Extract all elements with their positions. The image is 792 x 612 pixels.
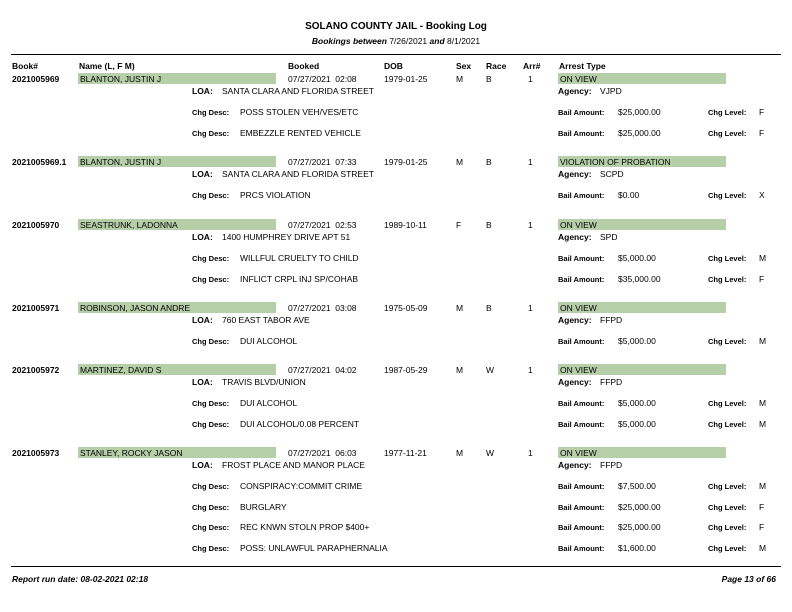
col-arr: Arr#	[523, 61, 541, 71]
charge-description: BURGLARY	[240, 501, 287, 512]
charge-description: INFLICT CRPL INJ SP/COHAB	[240, 273, 359, 284]
book-number: 2021005971	[12, 303, 60, 313]
dob: 1975-05-09	[384, 303, 428, 313]
arrest-type: ON VIEW	[560, 448, 597, 458]
arrest-number: 1	[528, 365, 533, 375]
inmate-name: STANLEY, ROCKY JASON	[80, 448, 183, 458]
report-run-date: Report run date: 08-02-2021 02:18	[12, 574, 149, 584]
agency-label: Agency:	[558, 377, 592, 387]
bail-amount: $25,000.00	[618, 107, 661, 117]
report-title: SOLANO COUNTY JAIL - Booking Log	[305, 21, 487, 32]
charge-level: F	[759, 127, 765, 138]
chg-desc-label: Chg Desc:	[192, 254, 230, 263]
chg-desc-label: Chg Desc:	[192, 399, 230, 408]
chg-level-label: Chg Level:	[708, 254, 747, 263]
loa-label: LOA:	[192, 377, 213, 387]
booked-datetime: 07/27/2021 04:02	[288, 365, 357, 375]
bail-amount-label: Bail Amount:	[558, 419, 605, 429]
bail-amount: $5,000.00	[618, 336, 656, 346]
charge-level: F	[759, 273, 765, 284]
arrest-number: 1	[528, 74, 533, 84]
agency-label: Agency:	[558, 232, 592, 242]
col-book: Book#	[12, 61, 38, 71]
race: B	[486, 74, 492, 84]
race: W	[486, 448, 495, 458]
chg-desc-label: Chg Desc:	[192, 523, 230, 532]
charge-description: POSS STOLEN VEH/VES/ETC	[240, 107, 359, 117]
dob: 1989-10-11	[384, 220, 427, 230]
loa-label: LOA:	[192, 169, 213, 179]
col-name: Name (L, F M)	[79, 61, 135, 71]
col-dob: DOB	[384, 61, 403, 71]
sex: M	[456, 365, 464, 375]
race: B	[486, 220, 492, 230]
loa-label: LOA:	[192, 460, 213, 470]
dob: 1979-01-25	[384, 157, 428, 167]
bail-amount-label: Bail Amount:	[558, 399, 605, 408]
sex: M	[456, 74, 464, 84]
charge-description: DUI ALCOHOL	[240, 398, 298, 408]
inmate-name: BLANTON, JUSTIN J	[80, 74, 162, 84]
sex: M	[456, 303, 464, 313]
bail-amount: $1,600.00	[618, 542, 656, 553]
dob: 1979-01-25	[384, 74, 428, 84]
col-sex: Sex	[456, 61, 472, 71]
end-date: 8/1/2021	[447, 36, 481, 46]
chg-desc-label: Chg Desc:	[192, 337, 230, 346]
charge-level: M	[759, 398, 767, 408]
agency-label: Agency:	[558, 86, 592, 96]
footer-rule	[11, 566, 781, 567]
inmate-name: BLANTON, JUSTIN J	[80, 157, 162, 167]
charge-description: PRCS VIOLATION	[240, 190, 311, 200]
bail-amount-label: Bail Amount:	[558, 337, 605, 346]
race: B	[486, 303, 492, 313]
bail-amount-label: Bail Amount:	[558, 191, 605, 200]
arrest-type: VIOLATION OF PROBATION	[560, 157, 671, 167]
location-of-arrest: SANTA CLARA AND FLORIDA STREET	[222, 169, 374, 179]
col-booked: Booked	[288, 61, 320, 71]
booked-datetime: 07/27/2021 02:53	[288, 220, 357, 230]
sex: M	[456, 157, 464, 167]
agency-label: Agency:	[558, 460, 592, 470]
bail-amount: $7,500.00	[618, 481, 656, 491]
chg-desc-label: Chg Desc:	[192, 502, 230, 512]
agency: FFPD	[600, 315, 623, 325]
chg-level-label: Chg Level:	[708, 191, 747, 200]
bail-amount: $5,000.00	[618, 418, 656, 429]
bail-amount-label: Bail Amount:	[558, 482, 605, 491]
subtitle-prefix: Bookings between	[311, 36, 387, 46]
charge-description: WILLFUL CRUELTY TO CHILD	[240, 253, 359, 263]
charge-level: M	[759, 542, 767, 553]
report-subtitle	[0, 36, 792, 46]
book-number: 2021005969	[12, 74, 60, 84]
agency: FFPD	[600, 377, 623, 387]
bail-amount: $5,000.00	[618, 398, 656, 408]
charge-level: X	[759, 190, 765, 200]
charge-description: DUI ALCOHOL	[240, 336, 298, 346]
subtitle-and: and	[429, 36, 445, 46]
agency: FFPD	[600, 460, 623, 470]
chg-desc-label: Chg Desc:	[192, 191, 230, 200]
chg-level-label: Chg Level:	[708, 337, 747, 346]
chg-level-label: Chg Level:	[708, 419, 747, 429]
charge-description: DUI ALCOHOL/0.08 PERCENT	[240, 418, 360, 429]
sex: M	[456, 448, 464, 458]
bail-amount: $25,000.00	[618, 501, 661, 512]
booked-datetime: 07/27/2021 02:08	[288, 74, 357, 84]
location-of-arrest: TRAVIS BLVD/UNION	[222, 377, 306, 387]
col-arrest-type: Arrest Type	[559, 61, 606, 71]
bail-amount-label: Bail Amount:	[558, 543, 605, 553]
charge-level: M	[759, 418, 767, 429]
booked-datetime: 07/27/2021 06:03	[288, 448, 357, 458]
arrest-type: ON VIEW	[560, 220, 597, 230]
booked-datetime: 07/27/2021 07:33	[288, 157, 357, 167]
arrest-number: 1	[528, 303, 533, 313]
arrest-number: 1	[528, 448, 533, 458]
location-of-arrest: FROST PLACE AND MANOR PLACE	[222, 460, 365, 470]
charge-description: CONSPIRACY:COMMIT CRIME	[240, 481, 363, 491]
sex: F	[456, 220, 462, 230]
bail-amount: $25,000.00	[618, 127, 661, 138]
bail-amount-label: Bail Amount:	[558, 274, 605, 284]
chg-level-label: Chg Level:	[708, 399, 747, 408]
bail-amount-label: Bail Amount:	[558, 254, 605, 263]
chg-level-label: Chg Level:	[708, 523, 747, 532]
loa-label: LOA:	[192, 315, 213, 325]
arrest-type: ON VIEW	[560, 303, 597, 313]
agency: VJPD	[600, 86, 622, 96]
location-of-arrest: 760 EAST TABOR AVE	[222, 315, 310, 325]
start-date: 7/26/2021	[389, 36, 428, 46]
book-number: 2021005972	[12, 365, 60, 375]
race: B	[486, 157, 492, 167]
book-number: 2021005970	[12, 220, 60, 230]
bail-amount-label: Bail Amount:	[558, 502, 605, 512]
chg-level-label: Chg Level:	[708, 108, 747, 117]
inmate-name: MARTINEZ, DAVID S	[80, 365, 162, 375]
chg-level-label: Chg Level:	[708, 482, 747, 491]
location-of-arrest: 1400 HUMPHREY DRIVE APT 51	[222, 232, 351, 242]
booked-datetime: 07/27/2021 03:08	[288, 303, 357, 313]
chg-desc-label: Chg Desc:	[192, 108, 230, 117]
chg-level-label: Chg Level:	[708, 274, 747, 284]
agency-label: Agency:	[558, 169, 592, 179]
chg-desc-label: Chg Desc:	[192, 274, 230, 284]
col-race: Race	[486, 61, 507, 71]
bail-amount-label: Bail Amount:	[558, 128, 605, 138]
arrest-number: 1	[528, 220, 533, 230]
charge-level: F	[759, 522, 765, 532]
inmate-name: SEASTRUNK, LADONNA	[80, 220, 178, 230]
charge-description: EMBEZZLE RENTED VEHICLE	[240, 127, 361, 138]
inmate-name: ROBINSON, JASON ANDRE	[80, 303, 191, 313]
location-of-arrest: SANTA CLARA AND FLORIDA STREET	[222, 86, 374, 96]
chg-level-label: Chg Level:	[708, 128, 747, 138]
chg-level-label: Chg Level:	[708, 502, 747, 512]
agency: SPD	[600, 232, 618, 242]
chg-desc-label: Chg Desc:	[192, 543, 230, 553]
chg-level-label: Chg Level:	[708, 543, 747, 553]
charge-description: REC KNWN STOLN PROP $400+	[240, 522, 370, 532]
bail-amount: $35,000.00	[618, 273, 661, 284]
arrest-type: ON VIEW	[560, 365, 597, 375]
chg-desc-label: Chg Desc:	[192, 482, 230, 491]
dob: 1987-05-29	[384, 365, 428, 375]
bail-amount: $25,000.00	[618, 522, 661, 532]
arrest-type: ON VIEW	[560, 74, 597, 84]
loa-label: LOA:	[192, 86, 213, 96]
agency-label: Agency:	[558, 315, 592, 325]
header-rule	[11, 54, 781, 55]
loa-label: LOA:	[192, 232, 213, 242]
bail-amount: $5,000.00	[618, 253, 656, 263]
page-number: Page 13 of 66	[721, 574, 776, 584]
bail-amount-label: Bail Amount:	[558, 108, 605, 117]
chg-desc-label: Chg Desc:	[192, 419, 230, 429]
charge-description: POSS: UNLAWFUL PARAPHERNALIA	[240, 542, 388, 553]
chg-desc-label: Chg Desc:	[192, 128, 230, 138]
book-number: 2021005969.1	[12, 157, 67, 167]
bail-amount-label: Bail Amount:	[558, 523, 605, 532]
race: W	[486, 365, 495, 375]
book-number: 2021005973	[12, 448, 60, 458]
charge-level: M	[759, 336, 767, 346]
charge-level: F	[759, 107, 765, 117]
dob: 1977-11-21	[384, 448, 427, 458]
charge-level: M	[759, 481, 767, 491]
bail-amount: $0.00	[618, 190, 640, 200]
agency: SCPD	[600, 169, 624, 179]
arrest-number: 1	[528, 157, 533, 167]
charge-level: F	[759, 501, 765, 512]
charge-level: M	[759, 253, 767, 263]
